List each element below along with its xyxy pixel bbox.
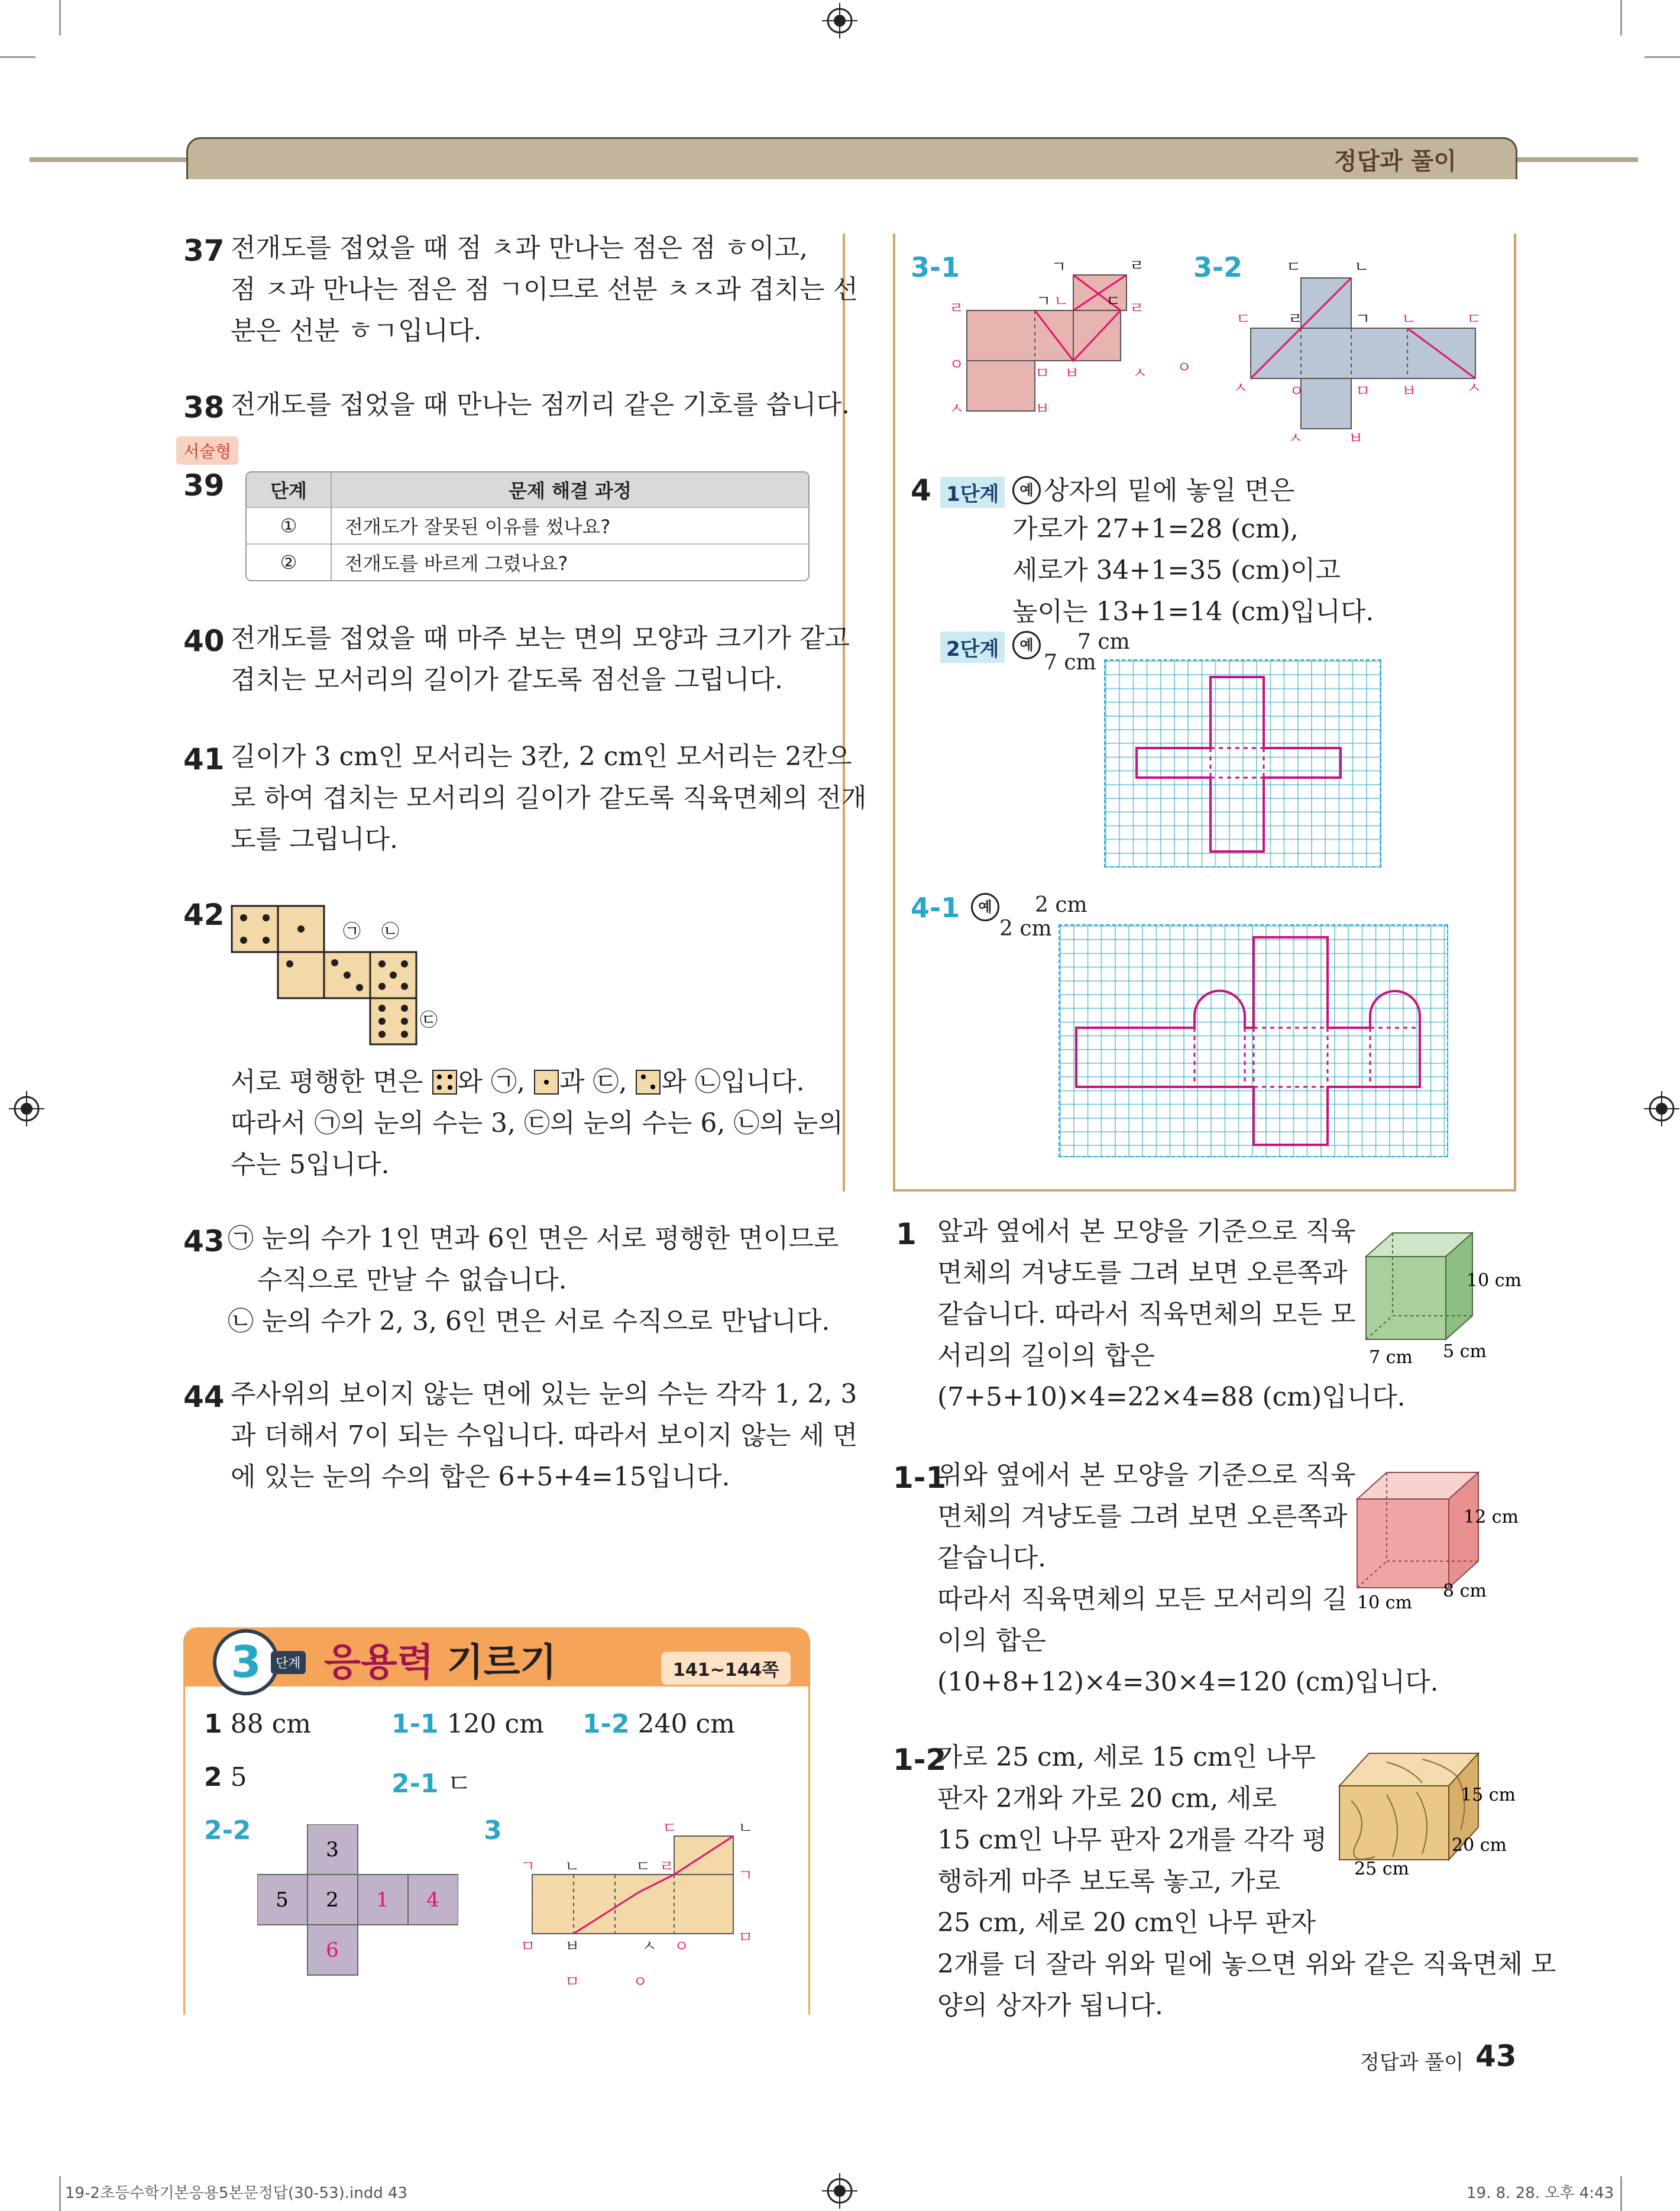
vertex-label: ㅂ (565, 1938, 580, 1956)
text-line: 과 더해서 7이 되는 수입니다. 따라서 보이지 않는 세 면 (231, 1420, 858, 1451)
grid-unit-label: 2 cm (1035, 893, 1087, 917)
answer-num: 2-2 (204, 1815, 251, 1846)
registration-mark-icon (822, 2173, 857, 2209)
question-number: 42 (183, 898, 225, 932)
answer-text: 전개도를 접었을 때 만나는 점끼리 같은 기호를 씁니다. (231, 390, 850, 420)
dice-net-figure (231, 902, 467, 1047)
vertex-label: ㅁ (565, 1973, 580, 1991)
text-line: 행하게 마주 보도록 놓고, 가로 (937, 1866, 1280, 1896)
answer-value: 120 cm (446, 1709, 544, 1739)
text-line: 겹치는 모서리의 길이가 같도록 점선을 그립니다. (231, 665, 783, 695)
question-number: 38 (183, 390, 225, 425)
text-line: 위와 옆에서 본 모양을 기준으로 직육 (937, 1460, 1356, 1490)
table-row (247, 544, 808, 580)
stage3-right-border (808, 1686, 810, 2015)
process-table (245, 471, 810, 581)
answer-text (231, 1061, 843, 1186)
answer-num: 4-1 (911, 892, 960, 924)
text-line: 전개도를 접었을 때 점 ㅊ과 만나는 점은 점 ㅎ이고, (231, 233, 808, 263)
vertex-label: ㄴ (565, 1858, 580, 1876)
text-line: 분은 선분 ㅎㄱ입니다. (231, 316, 482, 346)
cell-value: 4 (426, 1888, 439, 1912)
vertex-label: ㄷ (1236, 310, 1251, 328)
text-line: 15 cm인 나무 판자 2개를 각각 평 (937, 1825, 1328, 1855)
step-badge: 2단계 (940, 632, 1005, 663)
page-range: 141~144쪽 (661, 1652, 791, 1685)
question-number: 43 (183, 1224, 225, 1258)
vertex-label: ㅅ (642, 1938, 657, 1956)
answer-box-left-border (893, 234, 895, 1192)
header-bar (186, 137, 1517, 179)
registration-mark-icon (1644, 1091, 1679, 1126)
stage-number: 3 (231, 1637, 261, 1688)
file-slug: 19-2초등수학기본응용5본문정답(30-53).indd 43 (65, 2184, 408, 2202)
box-net-drawing (1059, 924, 1449, 1158)
vertex-label: ㄱ (520, 1858, 536, 1876)
cell-value: 6 (326, 1938, 339, 1962)
cell-value: 3 (326, 1838, 339, 1862)
vertex-label: ㄹ (659, 1858, 675, 1876)
net-figure-3 (514, 1821, 769, 1999)
answer-text (231, 736, 867, 860)
die-four-icon (432, 1069, 458, 1095)
dimension-label: 20 cm (1452, 1835, 1507, 1856)
stage-answer-2 (204, 1762, 247, 1792)
question-number: 4 (911, 473, 931, 507)
dimension-label: 5 cm (1443, 1341, 1487, 1362)
vertex-label: ㅁ (1035, 365, 1050, 383)
print-timestamp: 19. 8. 28. 오후 4:43 (1467, 2184, 1614, 2202)
text-line: 25 cm, 세로 20 cm인 나무 판자 (937, 1908, 1316, 1938)
vertex-label: ㅁ (738, 1929, 753, 1947)
vertex-label: ㄱ (738, 1867, 753, 1885)
answer-value: 240 cm (637, 1709, 735, 1739)
vertex-label: ㅇ (949, 356, 964, 374)
box-net-drawing (1104, 659, 1379, 866)
table-header: 문제 해결 과정 (331, 472, 808, 507)
grid-unit-label: 2 cm (999, 917, 1052, 941)
table-row (247, 507, 808, 544)
text-line: 길이가 3 cm인 모서리는 3칸, 2 cm인 모서리는 2칸으 (231, 742, 852, 772)
question-number: 1-2 (893, 1743, 947, 1777)
stage-answer-2-1 (391, 1762, 472, 1800)
vertex-label: ㅁ (1355, 383, 1371, 400)
vertex-label: ㄱ (1036, 293, 1051, 310)
crop-mark (1645, 56, 1680, 58)
text-line: 로 하여 겹치는 모서리의 길이가 같도록 직육면체의 전개 (231, 783, 867, 813)
answer-box-right-border (1514, 234, 1516, 1192)
vertex-label: ㅅ (949, 400, 964, 418)
cell-value: 1 (376, 1888, 389, 1912)
dimension-label: 25 cm (1354, 1859, 1409, 1879)
table-cell: 전개도가 잘못된 이유를 썼나요? (331, 507, 808, 544)
net-figure-3-1 (928, 254, 1212, 420)
vertex-label: ㅅ (1467, 380, 1482, 397)
crop-mark (0, 56, 35, 58)
crop-mark (1620, 0, 1622, 35)
text-line: 앞과 옆에서 본 모양을 기준으로 직육 (937, 1216, 1356, 1247)
page-number: 43 (1475, 2039, 1517, 2073)
text-line: 판자 2개와 가로 20 cm, 세로 (937, 1783, 1277, 1814)
grid-unit-label: 7 cm (1077, 630, 1130, 654)
stage3-left-border (183, 1686, 185, 2015)
text-line: 서리의 길이의 합은 (937, 1341, 1155, 1371)
answer-num: 2 (204, 1762, 222, 1792)
vertex-label: ㅂ (1035, 400, 1050, 418)
crop-mark (59, 0, 61, 35)
vertex-label: ㄹ (1288, 310, 1303, 328)
vertex-label: ㅂ (1348, 430, 1364, 448)
answer-num: 1-2 (582, 1709, 630, 1739)
vertex-label: ㄴ (1354, 258, 1370, 276)
answer-text (231, 1374, 857, 1498)
dimension-label: 7 cm (1369, 1347, 1413, 1366)
vertex-label: ㄱ (1355, 310, 1371, 328)
step-badge: 1단계 (940, 477, 1005, 508)
die-two-icon (635, 1069, 661, 1095)
vertex-label: ㅂ (1401, 383, 1417, 400)
text-span: 과 ㉢, (559, 1067, 627, 1097)
vertex-label: ㅇ (674, 1938, 690, 1956)
text-line: 에 있는 눈의 수의 합은 6+5+4=15입니다. (231, 1462, 730, 1492)
question-number: 1 (896, 1217, 917, 1251)
text-line: 같습니다. 따라서 직육면체의 모든 모 (937, 1299, 1356, 1329)
net-figure-3-2 (1230, 254, 1496, 449)
answer-text (937, 1211, 1406, 1418)
vertex-label: ㄹ (1129, 300, 1145, 318)
text-line: 따라서 직육면체의 모든 모서리의 길 (937, 1584, 1348, 1614)
answer-num-text: 3-2 (1193, 251, 1243, 283)
answer-box-bottom-border (893, 1189, 1516, 1192)
dimension-label: 12 cm (1464, 1507, 1519, 1527)
grid-unit-label: 7 cm (1044, 650, 1096, 675)
stage-title (324, 1632, 556, 1686)
dimension-label: 15 cm (1461, 1785, 1516, 1805)
text-line (231, 1061, 843, 1103)
vertex-label: ㄹ (949, 300, 964, 318)
title-part: 응용력 (324, 1641, 434, 1685)
text-line: 수직으로 만날 수 없습니다. (257, 1265, 567, 1295)
answer-text (1012, 509, 1374, 633)
vertex-label: ㄴ (738, 1821, 753, 1837)
answer-num: 3-1 (911, 251, 960, 283)
vertex-label: ㄷ (1286, 258, 1302, 276)
answer-num: 1-1 (391, 1709, 439, 1739)
stage-word: 단계 (271, 1651, 306, 1674)
vertex-label: ㄹ (1129, 257, 1145, 275)
crop-mark (1620, 2176, 1622, 2211)
text-line: (10+8+12)×4=30×4=120 (cm)입니다. (937, 1667, 1439, 1697)
column-divider (843, 234, 845, 1192)
text-line: 가로가 27+1=28 (cm), (1012, 514, 1299, 544)
question-number: 40 (183, 624, 225, 658)
vertex-label: ㅁ (520, 1938, 536, 1956)
text-line: 이의 합은 (937, 1626, 1047, 1656)
text-line: 전개도를 접었을 때 마주 보는 면의 모양과 크기가 같고 (231, 623, 850, 653)
question-number: 1-1 (893, 1461, 947, 1495)
stage-answer-row-1 (204, 1709, 311, 1739)
crop-mark (59, 2176, 61, 2211)
dimension-label: 10 cm (1467, 1270, 1522, 1291)
label-c: ㉢ (420, 1010, 438, 1031)
question-number: 39 (183, 468, 225, 503)
vertex-label: ㅅ (1233, 380, 1248, 397)
text-line: ㉠ 눈의 수가 1인 면과 6인 면은 서로 평행한 면이므로 (228, 1223, 839, 1254)
answer-value: 88 cm (230, 1709, 311, 1739)
question-number: 37 (183, 234, 225, 268)
question-number: 44 (183, 1380, 225, 1414)
vertex-label: ㅇ (633, 1973, 648, 1991)
text-line: 같습니다. (937, 1543, 1047, 1573)
vertex-label: ㄴ (1054, 293, 1069, 310)
example-mark: 예 (1012, 476, 1041, 504)
essay-tag: 서술형 (176, 436, 238, 465)
text-span: 서로 평행한 면은 (231, 1067, 423, 1097)
label-a: ㉠ (343, 921, 361, 942)
answer-value: 5 (230, 1762, 247, 1792)
text-line: 양의 상자가 됩니다. (937, 1990, 1163, 2021)
vertex-label: ㄱ (1051, 258, 1067, 276)
answer-text (231, 618, 850, 701)
vertex-label: ㄷ (1467, 310, 1482, 328)
text-line: ㉡ 눈의 수가 2, 3, 6인 면은 서로 수직으로 만납니다. (228, 1306, 830, 1336)
footer-page-label: 정답과 풀이 (1360, 2051, 1464, 2074)
vertex-label: ㄷ (1106, 293, 1121, 310)
stage-answer-1-2 (582, 1709, 735, 1739)
answer-text (228, 1218, 839, 1342)
answer-num: 1 (204, 1709, 222, 1739)
header-label: 정답과 풀이 (1333, 148, 1456, 175)
vertex-label: ㅅ (1288, 430, 1303, 448)
table-cell: ② (247, 544, 331, 580)
dimension-label: 8 cm (1443, 1581, 1487, 1601)
cell-value: 2 (326, 1888, 339, 1912)
vertex-label: ㅇ (1289, 383, 1304, 400)
stage-answer-1-1 (391, 1709, 544, 1739)
text-line: 면체의 겨냥도를 그려 보면 오른쪽과 (937, 1501, 1348, 1532)
text-line: 수는 5입니다. (231, 1150, 390, 1180)
question-number: 41 (183, 742, 225, 776)
cell-value: 5 (276, 1888, 289, 1912)
answer-text (231, 228, 858, 352)
table-cell: 전개도를 바르게 그렸나요? (331, 544, 808, 580)
text-line: 도를 그립니다. (231, 824, 398, 854)
vertex-label: ㅅ (1132, 365, 1148, 383)
dimension-label: 10 cm (1357, 1592, 1412, 1611)
example-mark: 예 (971, 893, 999, 921)
registration-mark-icon (9, 1091, 44, 1126)
answer-value: ㄷ (446, 1769, 472, 1799)
label-b: ㉡ (381, 921, 399, 942)
text-span: 와 ㉡입니다. (661, 1067, 805, 1097)
text-span: 와 ㉠, (457, 1067, 525, 1097)
answer-num: 2-1 (391, 1769, 439, 1799)
vertex-label: ㅂ (1064, 365, 1080, 383)
text-line: 점 ㅈ과 만나는 점은 점 ㄱ이므로 선분 ㅊㅈ과 겹치는 선 (231, 274, 858, 305)
cuboid-figure-1 (1360, 1224, 1532, 1366)
cube-net-2-2 (257, 1824, 458, 1978)
die-one-icon (533, 1069, 559, 1095)
stage-number-circle (213, 1629, 279, 1695)
text-line: (7+5+10)×4=22×4=88 (cm)입니다. (937, 1382, 1406, 1412)
cuboid-figure-1-1 (1351, 1464, 1529, 1611)
vertex-label: ㄷ (662, 1821, 678, 1837)
registration-mark-icon (822, 3, 857, 38)
table-cell: ① (247, 507, 331, 544)
example-mark: 예 (1012, 631, 1041, 659)
text-line: 따라서 ㉠의 눈의 수는 3, ㉢의 눈의 수는 6, ㉡의 눈의 (231, 1108, 843, 1138)
text-line: 면체의 겨냥도를 그려 보면 오른쪽과 (937, 1258, 1348, 1288)
table-header: 단계 (247, 472, 331, 507)
wooden-box-figure (1333, 1741, 1529, 1889)
vertex-label: ㄷ (636, 1858, 651, 1876)
text-line: 2개를 더 잘라 위와 밑에 놓으면 위와 같은 직육면체 모 (937, 1949, 1556, 1979)
text-line: 세로가 34+1=35 (cm)이고 (1012, 555, 1341, 585)
answer-num: 3 (484, 1815, 502, 1846)
text-line: 높이는 13+1=14 (cm)입니다. (1012, 597, 1374, 627)
vertex-label: ㅇ (1177, 359, 1192, 377)
text-line: 상자의 밑에 놓일 면은 (1044, 475, 1295, 506)
text-line: 가로 25 cm, 세로 15 cm인 나무 (937, 1742, 1316, 1772)
text-line: 주사위의 보이지 않는 면에 있는 눈의 수는 각각 1, 2, 3 (231, 1379, 857, 1409)
vertex-label: ㄴ (1401, 310, 1417, 328)
title-part: 기르기 (446, 1641, 557, 1685)
